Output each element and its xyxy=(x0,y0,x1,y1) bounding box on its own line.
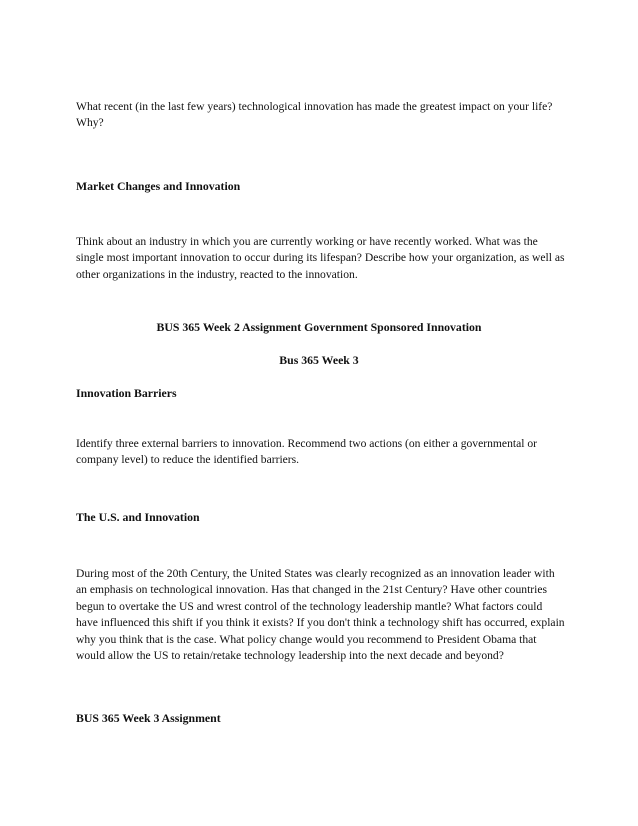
question-us-innovation: During most of the 20th Century, the United States was clearly recognized as an innovation leader with an emphasis on technological innovation. Has that changed in the 21st Century? Have other countries begun to overtake the US and wrest control of the technology leadership mantle? What factors could have influenced this shift if you think it exists? If you don't think a technology shift has occurred, explain why you think that is the case. What policy change would you recommend to President Obama that would allow the US to retain/retake technology leadership into the next decade and beyond? xyxy=(76,567,565,663)
heading-us-innovation: The U.S. and Innovation xyxy=(76,510,200,524)
heading-market-changes: Market Changes and Innovation xyxy=(76,179,241,193)
question-innovation-barriers: Identify three external barriers to innovation. Recommend two actions (on either a governmental or company level) to reduce the identified barriers. xyxy=(76,437,538,467)
heading-week3-assignment: BUS 365 Week 3 Assignment xyxy=(76,711,221,725)
heading-week3: Bus 365 Week 3 xyxy=(279,353,359,367)
question-industry-innovation: Think about an industry in which you are currently working or have recently worked. What was the single most important innovation to occur during its lifespan? Describe how your organization, as well as other organizations in the industry, reacted to the innovation. xyxy=(76,235,565,281)
heading-innovation-barriers: Innovation Barriers xyxy=(76,386,177,400)
question-technological-innovation: What recent (in the last few years) technological innovation has made the greatest impact on your life? Why? xyxy=(76,100,553,130)
heading-week2-assignment: BUS 365 Week 2 Assignment Government Sponsored Innovation xyxy=(156,320,482,334)
